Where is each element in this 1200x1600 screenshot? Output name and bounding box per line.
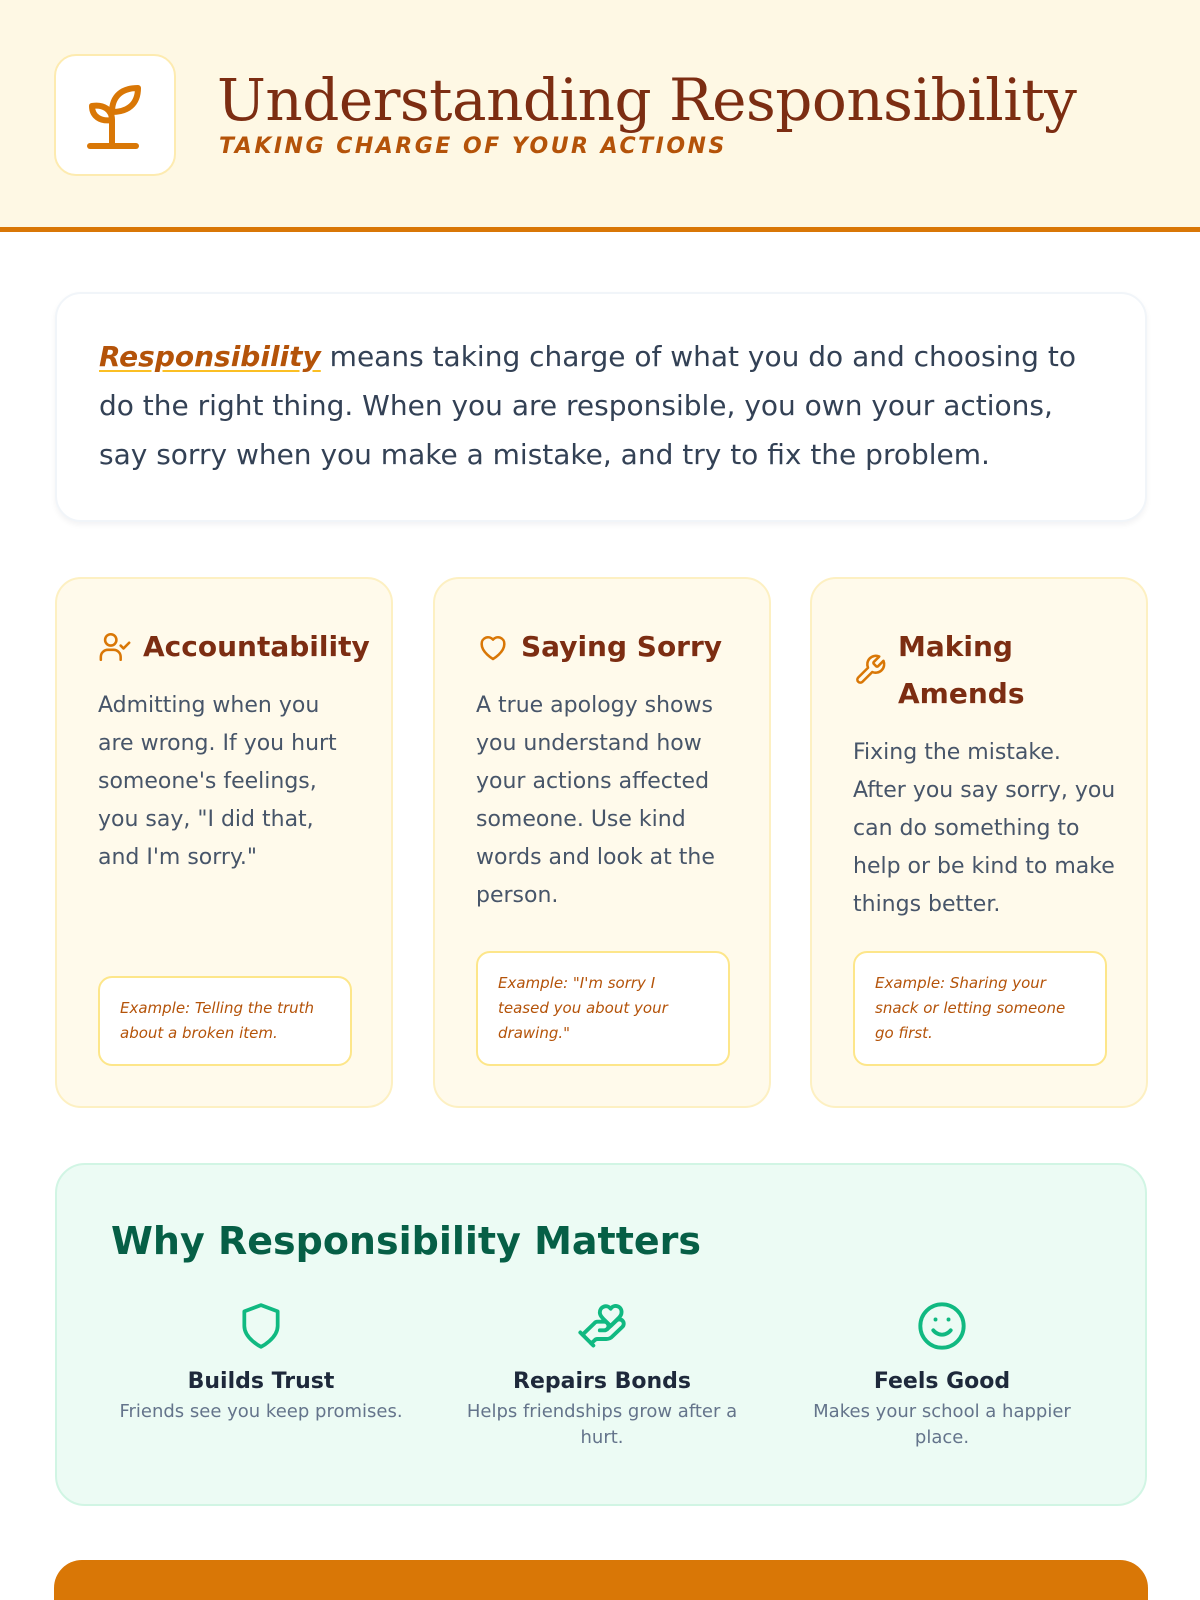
card-example: Example: Sharing your snack or letting someone go first.	[853, 951, 1107, 1066]
card-making-amends	[810, 577, 1148, 1108]
definition-box	[55, 292, 1147, 522]
card-title: Making Amends	[898, 630, 1025, 710]
definition-text: means taking charge of what you do and choosing to do the right thing. When you are responsible, you own your actions, say sorry when you make a mistake, and try to fix the problem.	[99, 340, 1076, 471]
benefit-title: Builds Trust	[187, 1369, 335, 1394]
card-header	[97, 623, 370, 670]
card-saying-sorry	[433, 577, 771, 1108]
card-body: A true apology shows you understand how your actions affected someone. Use kind words and look at the person.	[476, 693, 715, 908]
sprout-icon	[84, 80, 146, 150]
benefit-title: Feels Good	[873, 1369, 1011, 1394]
benefit-desc: Friends see you keep promises.	[119, 1401, 403, 1422]
benefit-repairs-bonds	[452, 1299, 752, 1451]
logo-badge	[54, 54, 176, 176]
heart-icon	[475, 629, 511, 665]
definition-term: Responsibility	[99, 340, 321, 373]
card-header	[852, 623, 1052, 717]
card-example: Example: "I'm sorry I teased you about your drawing."	[476, 951, 730, 1066]
why-title: Why Responsibility Matters	[111, 1219, 701, 1263]
page-header	[0, 0, 1200, 232]
page-subtitle: TAKING CHARGE OF YOUR ACTIONS	[219, 134, 727, 159]
hand-heart-icon	[452, 1299, 752, 1353]
card-body: Admitting when you are wrong. If you hurt someone's feelings, you say, "I did that, and I'm sorry."	[98, 693, 337, 870]
benefit-feels-good	[792, 1299, 1092, 1451]
card-header	[475, 623, 743, 670]
card-accountability	[55, 577, 393, 1108]
card-example: Example: Telling the truth about a broken item.	[98, 976, 352, 1066]
benefit-title: Repairs Bonds	[513, 1369, 691, 1394]
benefit-builds-trust	[111, 1299, 411, 1425]
wrench-icon	[852, 652, 888, 688]
card-title: Accountability	[143, 630, 370, 663]
shield-icon	[111, 1299, 411, 1353]
page-title: Understanding Responsibility	[217, 66, 1077, 134]
benefit-desc: Helps friendships grow after a hurt.	[466, 1401, 738, 1448]
bottom-banner	[54, 1560, 1148, 1600]
why-panel	[55, 1163, 1147, 1506]
user-check-icon	[97, 629, 133, 665]
card-body: Fixing the mistake. After you say sorry, you can do something to help or be kind to make things better.	[853, 740, 1116, 917]
card-title: Saying Sorry	[521, 630, 723, 663]
smile-icon	[792, 1299, 1092, 1353]
benefit-desc: Makes your school a happier place.	[813, 1401, 1071, 1448]
